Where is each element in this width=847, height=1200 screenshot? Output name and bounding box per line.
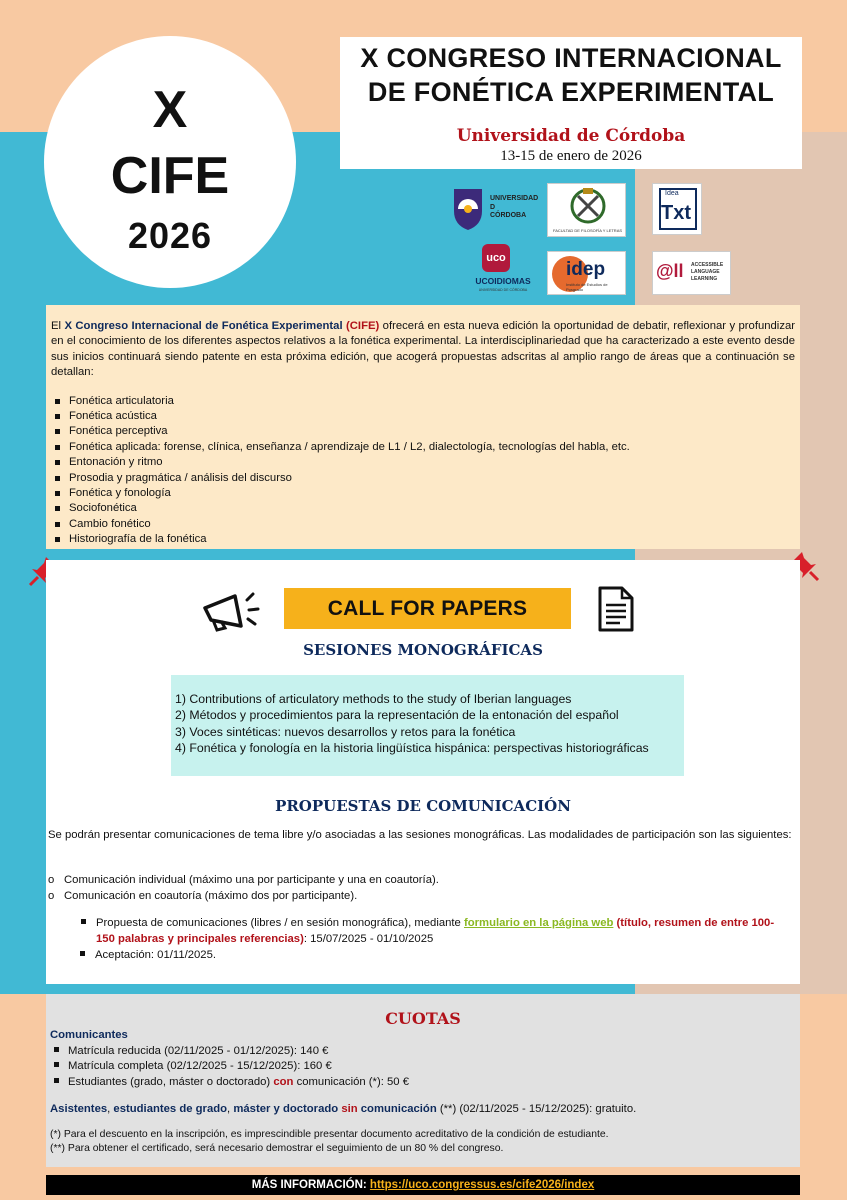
- footer-bar: [46, 1175, 800, 1195]
- fee-item: Matrícula completa (02/12/2025 - 15/12/2025): 160 €: [68, 1060, 332, 1072]
- fee-item: Matrícula reducida (02/11/2025 - 01/12/2025): 140 €: [68, 1044, 329, 1057]
- list-item: o Comunicación en coautoría (máximo dos por participante).: [48, 890, 358, 902]
- fees-title: CUOTAS: [385, 1009, 461, 1028]
- list-item: Historiografía de la fonética: [51, 532, 795, 547]
- footer-url-link[interactable]: https://uco.congressus.es/cife2026/index: [369, 1179, 595, 1191]
- intro-section: [46, 305, 800, 549]
- modalidad-label: Comunicación individual (máximo una por participante y una en coautoría).: [64, 874, 439, 886]
- ucoidiomas-logo: [470, 242, 536, 298]
- call-for-papers-banner: CALL FOR PAPERS: [284, 588, 571, 629]
- list-item: Cambio fonético: [51, 517, 795, 532]
- propuestas-title: PROPUESTAS DE COMUNICACIÓN: [275, 797, 571, 815]
- sesiones-box: [171, 675, 684, 776]
- list-item: Sociofonética: [51, 501, 795, 516]
- university-name: Universidad de Córdoba: [456, 126, 686, 146]
- uco-logo-line2: D: [490, 204, 496, 211]
- all-logo-line1: ACCESSIBLE: [691, 262, 724, 268]
- sesion-item: 3) Voces sintéticas: nuevos desarrollos y retos para la fonética: [175, 724, 516, 739]
- sesion-item: 4) Fonética y fonología en la historia lingüística hispánica: perspectivas historiográficas: [175, 740, 649, 755]
- fees-section: [46, 994, 800, 1167]
- comunicantes-label: Comunicantes: [50, 1029, 128, 1041]
- list-item: Fonética aplicada: forense, clínica, enseñanza / aprendizaje de L1 / L2, dialectología, tecnologías del habla, etc.: [51, 440, 795, 455]
- idep-logo-name: idep: [566, 259, 606, 280]
- asistentes-line: Asistentes, estudiantes de grado, máster y doctorado sin comunicación (**) (02/11/2025 - 15/12/2025): gratuito.: [50, 1103, 637, 1115]
- list-item: [76, 947, 776, 963]
- event-dates: 13-15 de enero de 2026: [500, 148, 642, 164]
- sesion-item: 1) Contributions of articulatory methods to the study of Iberian languages: [175, 692, 572, 706]
- list-item: Fonética articulatoria: [51, 394, 795, 409]
- idep-logo-sub: Instituto de Estudios de Posgrado: [566, 282, 608, 292]
- uco-logo-line3: CÓRDOBA: [490, 212, 527, 219]
- sesion-item: 2) Métodos y procedimientos para la representación de la entonación del español: [175, 708, 619, 723]
- intro-acronym: (CIFE): [346, 320, 380, 332]
- uco-logo-line1: UNIVERSIDAD: [490, 195, 539, 202]
- page-title-line1: X CONGRESO INTERNACIONAL: [360, 43, 782, 73]
- acceptance-date: Aceptación: 01/11/2025.: [95, 949, 217, 961]
- fees-note2: (**) Para obtener el certificado, será necesario demostrar el seguimiento de un 80 % del congreso.: [50, 1142, 504, 1154]
- intro-paragraph: [51, 319, 795, 381]
- ucoidiomas-sub: UNIVERSIDAD DE CÓRDOBA: [478, 288, 528, 292]
- event-badge: [44, 36, 296, 288]
- modalidad-label: Comunicación en coautoría (máximo dos por participante).: [64, 890, 358, 902]
- fee-con: con: [273, 1075, 294, 1088]
- list-item: [50, 1075, 796, 1091]
- list-item: Fonética acústica: [51, 409, 795, 424]
- call-for-papers-section: [46, 560, 800, 984]
- facultad-logo-text: FACULTAD DE FILOSOFÍA Y LETRAS: [552, 228, 623, 233]
- ideatxt-logo-big: Txt: [661, 202, 691, 224]
- intro-start: El: [51, 320, 65, 332]
- list-item: Fonética y fonología: [51, 486, 795, 501]
- fees-body: [50, 1028, 796, 1156]
- intro-rest: ofrecerá en esta nueva edición la oportunidad de debatir, reflexionar y profundizar en el conocimiento de los diferentes aspectos relativos a la fonética experimental. La interdisciplinariedad que ha caracterizado a este evento desde sus inicios continuará siendo patente en esta próxima edición, que acogerá propuestas adscritas al amplio rango de áreas que a continuación se detallan:: [51, 320, 796, 379]
- badge-edition: X: [152, 81, 188, 139]
- document-icon: [596, 585, 636, 633]
- all-logo: [652, 251, 731, 295]
- uco-shield-icon: [450, 185, 486, 231]
- all-logo-line2: LANGUAGE: [691, 269, 720, 275]
- all-logo-text: [691, 262, 723, 283]
- deadline-text: Propuesta de comunicaciones (libres / en sesión monográfica), mediante: [96, 917, 464, 929]
- idep-logo: [547, 251, 626, 295]
- ideatxt-logo: [652, 183, 702, 235]
- all-logo-mark: @ll: [656, 261, 684, 281]
- megaphone-icon: [201, 590, 261, 634]
- sesiones-title: SESIONES MONOGRÁFICAS: [303, 641, 543, 659]
- fee-item: Estudiantes (grado, máster o doctorado): [68, 1075, 274, 1088]
- deadline-requirements: (título, resumen de entre 100-150 palabras y principales referencias): [96, 917, 775, 945]
- title-box: [340, 37, 802, 169]
- ucoidiomas-name: UCOIDIOMAS: [475, 276, 531, 286]
- list-item: Prosodia y pragmática / análisis del discurso: [51, 471, 795, 486]
- page-title-line2: DE FONÉTICA EXPERIMENTAL: [367, 77, 775, 107]
- form-link[interactable]: formulario en la página web: [463, 917, 614, 929]
- all-logo-line3: LEARNING: [691, 276, 718, 282]
- list-item: Entonación y ritmo: [51, 455, 795, 470]
- badge-acronym: CIFE: [110, 147, 230, 205]
- propuestas-text: Se podrán presentar comunicaciones de tema libre y/o asociadas a las sesiones monográficas. Las modalidades de participación son las siguientes:: [48, 829, 792, 841]
- fees-note1: (*) Para el descuento en la inscripción, es imprescindible presentar documento acreditativo de la condición de estudiante.: [50, 1128, 609, 1140]
- ucoidiomas-badge: uco: [482, 244, 510, 272]
- intro-congress-name: X Congreso Internacional de Fonética Experimental: [64, 320, 343, 332]
- footer-label: MÁS INFORMACIÓN:: [251, 1179, 370, 1191]
- crest-icon: [566, 186, 610, 226]
- deadline-dates: : 15/07/2025 - 01/10/2025: [303, 933, 434, 945]
- uco-logo: [450, 185, 545, 233]
- facultad-logo: [547, 183, 626, 237]
- badge-year: 2026: [127, 215, 213, 256]
- list-item: [50, 1059, 796, 1075]
- fee-item-end: comunicación (*): 50 €: [293, 1075, 409, 1088]
- list-item: [50, 1044, 796, 1060]
- modalidades-list: [48, 872, 439, 904]
- areas-list: [51, 394, 795, 548]
- ideatxt-logo-small: Idea: [665, 190, 679, 197]
- deadlines-list: [76, 915, 776, 963]
- list-item: Fonética perceptiva: [51, 424, 795, 439]
- list-item: [76, 915, 776, 947]
- list-item: o Comunicación individual (máximo una por participante y una en coautoría).: [48, 874, 439, 886]
